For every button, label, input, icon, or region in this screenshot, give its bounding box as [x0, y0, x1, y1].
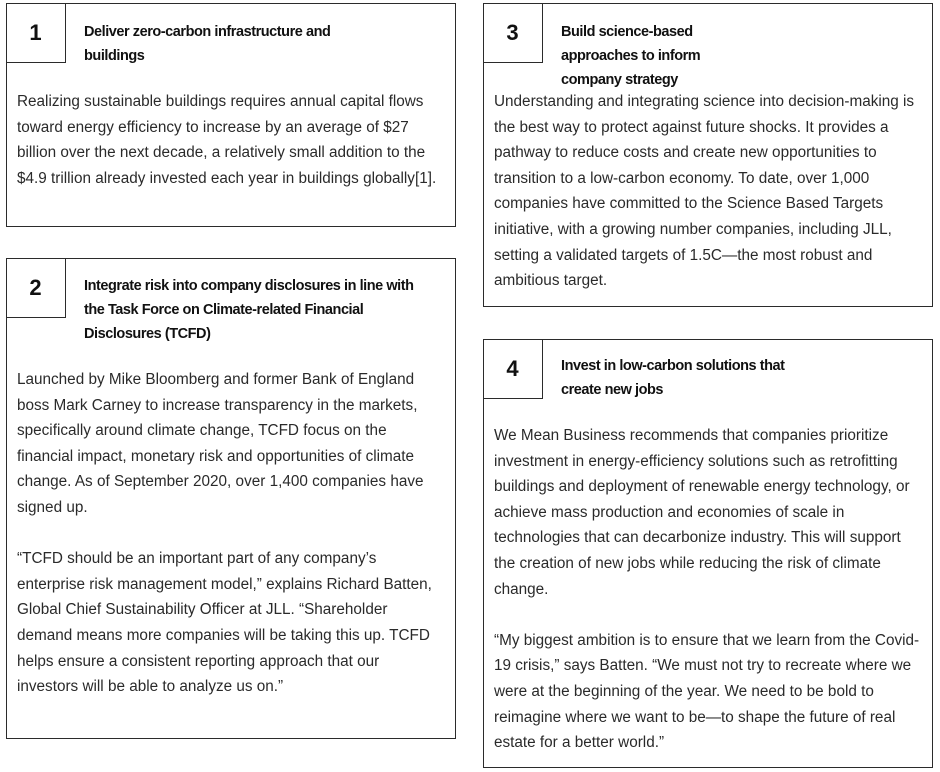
card-body — [17, 89, 441, 191]
card-paragraph: “My biggest ambition is to ensure that we learn from the Covid-19 crisis,” says Batten. “We must not try to recreate where we were at the beginning of the year. We need to be bold to reimagine where we want to be—to shape the future of real estate for a better world.” — [494, 631, 920, 752]
card-4 — [483, 339, 933, 768]
card-1 — [6, 3, 456, 227]
card-body — [494, 89, 918, 294]
card-title: Deliver zero-carbon infrastructure and buildings — [84, 24, 331, 64]
card-paragraph: Realizing sustainable buildings requires annual capital flows toward energy efficiency to increase by an average of $27 billion over the next decade, a relatively small addition to the $4.9 trillion already invested each year in buildings globally[1]. — [17, 93, 437, 187]
card-3 — [483, 3, 933, 307]
card-paragraph: Understanding and integrating science into decision-making is the best way to protect against future shocks. It provides a pathway to reduce costs and create new opportunities to transition to a low-carbon economy. To date, over 1,000 companies have committed to the Science Based Targets initiative, with a growing number companies, including JLL, setting a validated targets of 1.5C—the most robust and ambitious target. — [494, 93, 915, 290]
card-number: 4 — [483, 339, 543, 399]
card-body — [494, 423, 920, 756]
card-number: 3 — [483, 3, 543, 63]
card-number: 1 — [6, 3, 66, 63]
card-paragraph: We Mean Business recommends that companies prioritize investment in energy-efficiency solutions such as retrofitting buildings and deployment of renewable energy technology, or achieve mass production and economies of scale in technologies that can decarbonize industry. This will support the creation of new jobs while reducing the risk of climate change. — [494, 427, 910, 598]
card-2 — [6, 258, 456, 739]
card-body — [17, 367, 435, 700]
card-title: Integrate risk into company disclosures in line with the Task Force on Climate-related Financial Disclosures (TCFD) — [84, 278, 414, 342]
card-title: Build science-based approaches to inform company strategy — [561, 24, 701, 88]
card-paragraph: Launched by Mike Bloomberg and former Bank of England boss Mark Carney to increase transparency in the markets, specifically around climate change, TCFD focus on the financial impact, monetary risk and opportunities of climate change. As of September 2020, over 1,400 companies have signed up. — [17, 371, 424, 516]
card-number: 2 — [6, 258, 66, 318]
card-title: Invest in low-carbon solutions that create new jobs — [561, 358, 785, 398]
card-paragraph: “TCFD should be an important part of any company’s enterprise risk management model,” explains Richard Batten, Global Chief Sustainability Officer at JLL. “Shareholder demand means more companies will be taking this up. TCFD helps ensure a consistent reporting approach that our investors will be able to analyze us on.” — [17, 550, 432, 696]
